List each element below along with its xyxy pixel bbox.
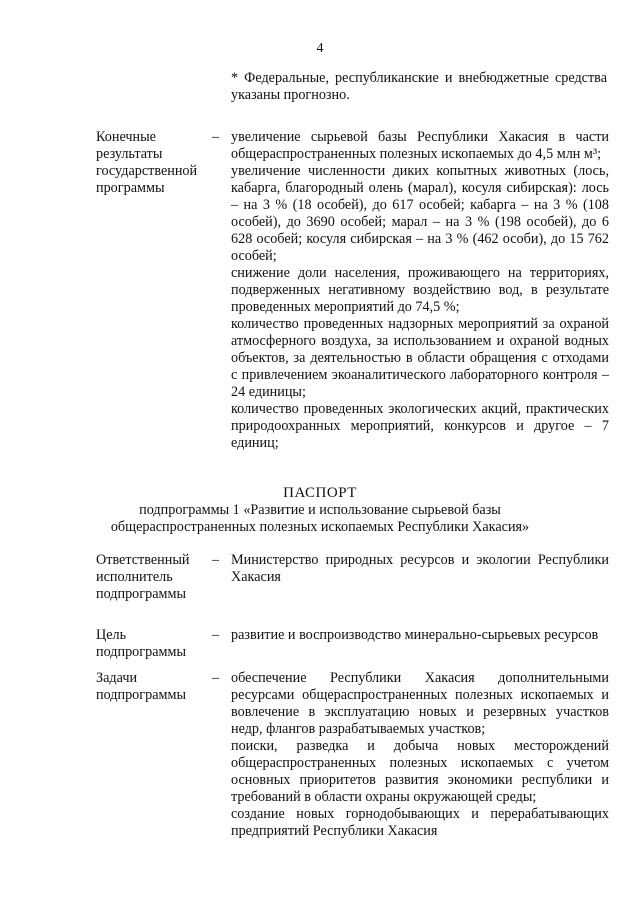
- final-results-label: Конечные результаты государственной программы: [96, 129, 198, 196]
- final-results-content: [231, 129, 609, 452]
- task-item: обеспечение Республики Хакасия дополнительными ресурсами общераспространенных полезных ископаемых и вовлечение в эксплуатацию новых и резервных участков недр, флангов разрабатываемых участков;: [231, 670, 609, 737]
- final-result-item: снижение доли населения, проживающего на территориях, подверженных негативному воздействию вод, в результате проведенных мероприятий до 74,5 %;: [231, 265, 609, 315]
- final-result-item: количество проведенных надзорных мероприятий за охраной атмосферного воздуха, за использованием и охраной водных объектов, за деятельностью в области обращения с отходами с привлечением экоаналитического лабораторного контроля – 24 единицы;: [231, 316, 609, 400]
- passport-subtitle-line1: подпрограммы 1 «Развитие и использование сырьевой базы: [139, 502, 501, 518]
- responsible-label: Ответственный исполнитель подпрограммы: [96, 552, 190, 602]
- final-result-item: увеличение сырьевой базы Республики Хакасия в части общераспространенных полезных ископаемых до 4,5 млн м³;: [231, 129, 609, 162]
- passport-title-block: [0, 485, 640, 536]
- task-item: поиски, разведка и добыча новых месторождений общераспространенных полезных ископаемых с учетом основных приоритетов развития экономики республики и требований в области охраны окружающей среды;: [231, 738, 609, 805]
- goal-text: развитие и воспроизводство минерально-сырьевых ресурсов: [231, 627, 599, 643]
- passport-title: ПАСПОРТ: [283, 485, 357, 501]
- responsible-text: Министерство природных ресурсов и экологии Республики Хакасия: [231, 552, 609, 585]
- tasks-dash: –: [212, 670, 220, 686]
- footnote: * Федеральные, республиканские и внебюджетные средства указаны прогнозно.: [231, 70, 607, 103]
- final-results-dash: –: [212, 129, 220, 145]
- task-item: создание новых горнодобывающих и перерабатывающих предприятий Республики Хакасия: [231, 806, 609, 839]
- passport-subtitle-line2: общераспространенных полезных ископаемых Республики Хакасия»: [110, 519, 530, 535]
- goal-dash: –: [212, 627, 220, 643]
- goal-label: Цель подпрограммы: [96, 627, 186, 660]
- final-result-item: увеличение численности диких копытных животных (лось, кабарга, благородный олень (марал), косуля сибирская): лось – на 3 % (18 особей), до 617 особей; кабарга – на 3 % (108 особей), до 3690 особей; марал – на 3 % (198 особей), до 6 628 особей; косуля сибирская – на 3 % (462 особи), до 15 762 особей;: [231, 163, 609, 264]
- responsible-dash: –: [212, 552, 220, 568]
- final-result-item: количество проведенных экологических акций, практических природоохранных мероприятий, конкурсов и другое – 7 единиц;: [231, 401, 609, 451]
- tasks-content: [231, 670, 609, 840]
- page-number: 4: [316, 41, 324, 56]
- tasks-label: Задачи подпрограммы: [96, 670, 186, 703]
